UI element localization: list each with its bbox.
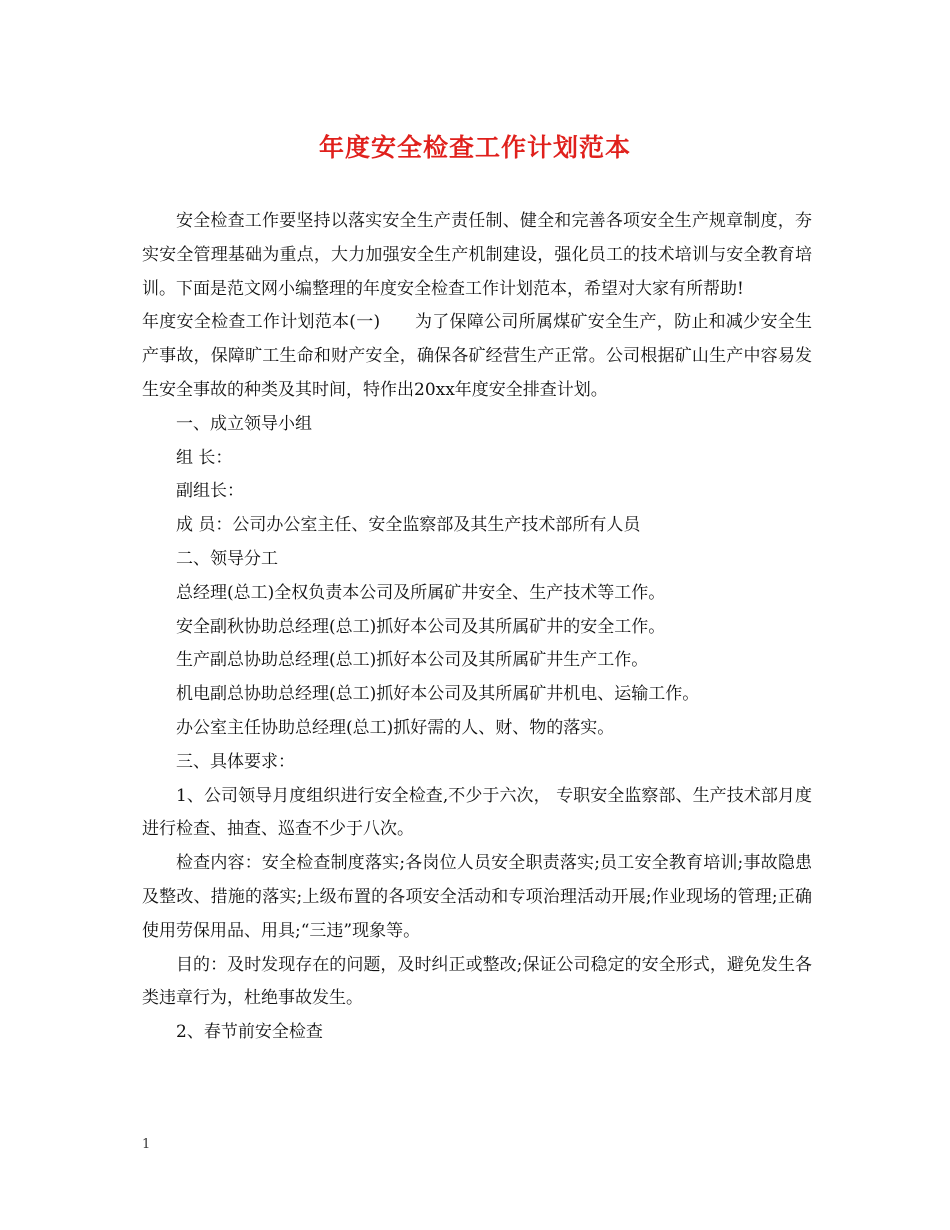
section-heading: 三、具体要求： (176, 751, 295, 772)
list-item: 办公室主任协助总经理(总工)抓好需的人、财、物的落实。 (176, 717, 615, 738)
list-item: 总经理(总工)全权负责本公司及所属矿井安全、生产技术等工作。 (176, 582, 666, 603)
list-item: 机电副总协助总经理(总工)抓好本公司及其所属矿井机电、运输工作。 (176, 684, 700, 705)
requirement-paragraph: 1、公司领导月度组织进行安全检查,不少于六次， 专职安全监察部、生产技术部月度进行检查、抽查、巡查不少于八次。 (142, 785, 812, 840)
intro-paragraph: 安全检查工作要坚持以落实安全生产责任制、健全和完善各项安全生产规章制度，夯实安全管理基础为重点，大力加强安全生产机制建设，强化员工的技术培训与安全教育培训。下面是范文网小编整理的年度安全检查工作计划范本，希望对大家有所帮助! (142, 211, 812, 299)
inspection-content-paragraph: 检查内容：安全检查制度落实;各岗位人员安全职责落实;员工安全教育培训;事故隐患及整改、措施的落实;上级布置的各项安全活动和专项治理活动开展;作业现场的管理;正确使用劳保用品、用具;“三违”现象等。 (142, 853, 812, 941)
purpose-paragraph: 目的：及时发现存在的问题，及时纠正或整改;保证公司稳定的安全形式，避免发生各类违章行为，杜绝事故发生。 (142, 954, 812, 1009)
list-item: 安全副秋协助总经理(总工)抓好本公司及其所属矿井的安全工作。 (176, 616, 666, 637)
list-item: 成 员：公司办公室主任、安全监察部及其生产技术部所有人员 (176, 515, 641, 536)
list-item: 组 长： (176, 447, 233, 468)
plan-intro-paragraph: 年度安全检查工作计划范本(一) 为了保障公司所属煤矿安全生产，防止和减少安全生产事故，保障旷工生命和财产安全，确保各矿经营生产正常。公司根据矿山生产中容易发生安全事故的种类及其时间，特作出20xx年度安全排查计划。 (142, 312, 812, 400)
section-heading: 2、春节前安全检查 (176, 1022, 323, 1043)
page-number: 1 (142, 1137, 151, 1152)
section-heading: 一、成立领导小组 (176, 413, 312, 434)
document-body (142, 205, 812, 1050)
section-heading: 二、领导分工 (176, 548, 278, 569)
document-title: 年度安全检查工作计划范本 (318, 133, 631, 162)
list-item: 副组长： (176, 481, 244, 502)
list-item: 生产副总协助总经理(总工)抓好本公司及其所属矿井生产工作。 (176, 650, 649, 671)
